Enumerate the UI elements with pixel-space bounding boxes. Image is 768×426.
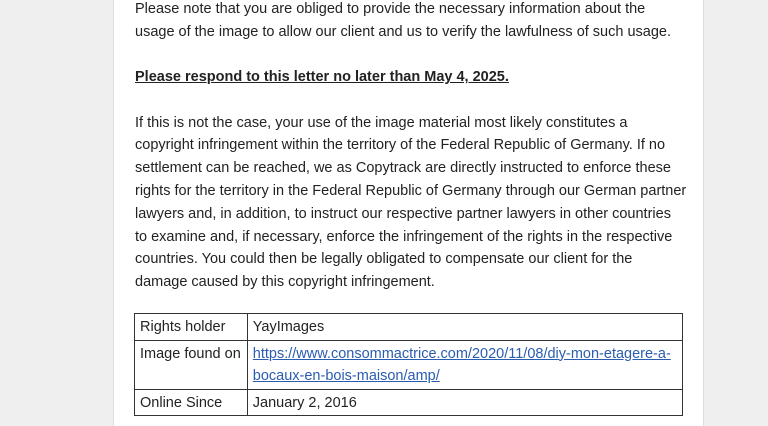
obligation-paragraph: Please note that you are obliged to provide the necessary information about the usage of the image to allow our client and us to verify the lawfulness of such usage. (135, 1, 672, 40)
response-deadline: Please respond to this letter no later than May 4, 2025. (135, 69, 509, 86)
image-source-link[interactable]: https://www.consommactrice.com/2020/11/08/diy-mon-etagere-a-bocaux-en-bois-maison/amp/ (252, 345, 671, 385)
online-since-value: January 2, 2016 (247, 389, 682, 416)
table-row-image-found-on (135, 340, 683, 389)
table-row-rights-holder (135, 314, 683, 341)
image-found-on-label: Image found on (135, 340, 248, 389)
table-row-online-since (135, 389, 683, 416)
image-found-on-cell (247, 340, 682, 389)
letter-content (135, 0, 687, 294)
infringement-paragraph: If this is not the case, your use of the image material most likely constitutes a copyright infringement within the territory of the Federal Republic of Germany. If no settlement can be reached, we as Copytrack are directly instructed to enforce these rights for the territory in the Federal Republic of Germany through our German partner lawyers and, in addition, to instruct our respective partner lawyers in other countries to examine and, if necessary, enforce the infringement of the rights in the respective countries. You could then be legally obligated to compensate our client for the damage caused by this copyright infringement. (135, 114, 687, 291)
rights-holder-label: Rights holder (135, 314, 248, 341)
details-table (134, 313, 683, 416)
online-since-label: Online Since (135, 389, 248, 416)
rights-holder-value: YayImages (247, 314, 682, 341)
